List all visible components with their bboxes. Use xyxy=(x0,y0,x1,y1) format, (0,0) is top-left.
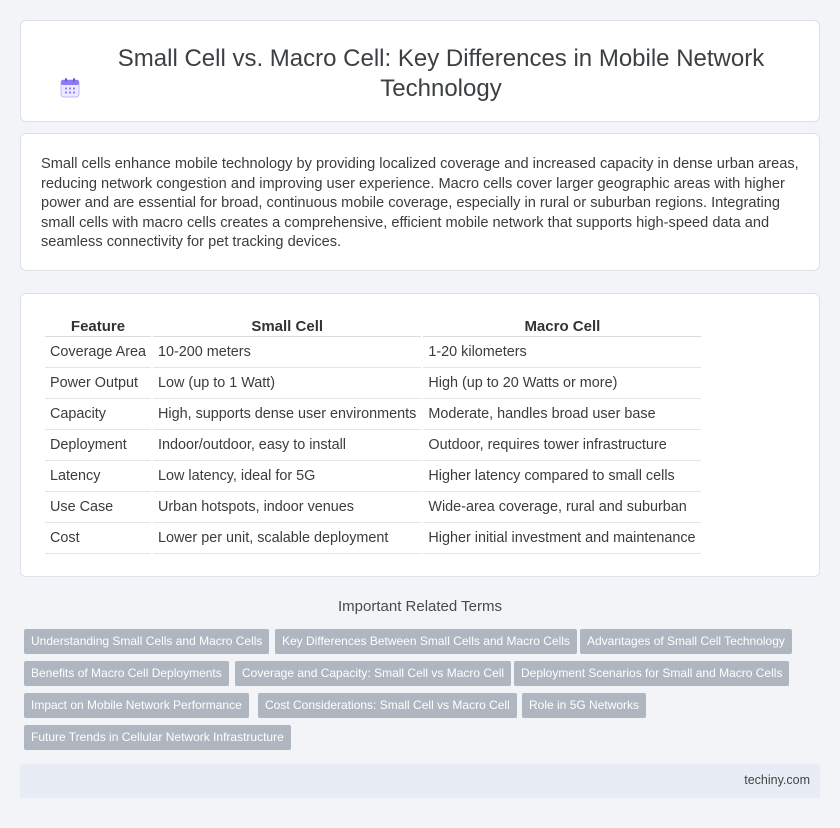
row-feature: Use Case xyxy=(45,492,151,523)
table-row xyxy=(45,492,701,523)
header-small-cell: Small Cell xyxy=(153,316,421,337)
row-small-cell: 10-200 meters xyxy=(153,337,421,368)
related-term-tag[interactable]: Coverage and Capacity: Small Cell vs Macro Cell xyxy=(235,661,511,686)
table-header-row xyxy=(45,316,701,337)
row-feature: Latency xyxy=(45,461,151,492)
related-term-tag[interactable]: Impact on Mobile Network Performance xyxy=(24,693,249,718)
related-term-tag[interactable]: Key Differences Between Small Cells and Macro Cells xyxy=(275,629,577,654)
row-small-cell: Indoor/outdoor, easy to install xyxy=(153,430,421,461)
page-title: Small Cell vs. Macro Cell: Key Differences in Mobile Network Technology xyxy=(117,45,765,102)
related-term-tag[interactable]: Cost Considerations: Small Cell vs Macro Cell xyxy=(258,693,517,718)
row-feature: Coverage Area xyxy=(45,337,151,368)
row-feature: Capacity xyxy=(45,399,151,430)
related-term-tag[interactable]: Benefits of Macro Cell Deployments xyxy=(24,661,229,686)
intro-card xyxy=(20,133,820,271)
row-small-cell: Lower per unit, scalable deployment xyxy=(153,523,421,554)
header-macro-cell: Macro Cell xyxy=(423,316,701,337)
related-term-tag[interactable]: Advantages of Small Cell Technology xyxy=(580,629,792,654)
row-small-cell: High, supports dense user environments xyxy=(153,399,421,430)
related-term-tag[interactable]: Understanding Small Cells and Macro Cells xyxy=(24,629,269,654)
intro-paragraph: Small cells enhance mobile technology by providing localized coverage and increased capacity in dense urban areas, reducing network congestion and improving user experience. Macro cells cover larger geographic areas with higher power and are essential for broad, continuous mobile coverage, especially in rural or suburban regions. Integrating small cells with macro cells creates a comprehensive, efficient mobile network that supports high-speed data and seamless connectivity for pet tracking devices. xyxy=(41,156,799,251)
related-term-tag[interactable]: Future Trends in Cellular Network Infrastructure xyxy=(24,725,291,750)
footer xyxy=(20,764,820,798)
row-macro-cell: High (up to 20 Watts or more) xyxy=(423,368,701,399)
row-small-cell: Low (up to 1 Watt) xyxy=(153,368,421,399)
row-macro-cell: 1-20 kilometers xyxy=(423,337,701,368)
row-feature: Deployment xyxy=(45,430,151,461)
table-row xyxy=(45,430,701,461)
related-terms-heading: Important Related Terms xyxy=(338,598,502,615)
table-row xyxy=(45,337,701,368)
comparison-card xyxy=(20,293,820,577)
header-feature: Feature xyxy=(45,316,151,337)
row-macro-cell: Moderate, handles broad user base xyxy=(423,399,701,430)
related-term-tag[interactable]: Deployment Scenarios for Small and Macro Cells xyxy=(514,661,789,686)
comparison-table xyxy=(43,316,703,554)
row-macro-cell: Wide-area coverage, rural and suburban xyxy=(423,492,701,523)
table-row xyxy=(45,523,701,554)
row-small-cell: Low latency, ideal for 5G xyxy=(153,461,421,492)
footer-site-link[interactable]: techiny.com xyxy=(744,773,810,787)
row-feature: Power Output xyxy=(45,368,151,399)
table-row xyxy=(45,399,701,430)
row-macro-cell: Higher initial investment and maintenance xyxy=(423,523,701,554)
calendar-icon xyxy=(59,77,81,99)
table-row xyxy=(45,461,701,492)
title-card xyxy=(20,20,820,122)
row-small-cell: Urban hotspots, indoor venues xyxy=(153,492,421,523)
row-feature: Cost xyxy=(45,523,151,554)
row-macro-cell: Outdoor, requires tower infrastructure xyxy=(423,430,701,461)
table-row xyxy=(45,368,701,399)
related-term-tag[interactable]: Role in 5G Networks xyxy=(522,693,646,718)
row-macro-cell: Higher latency compared to small cells xyxy=(423,461,701,492)
